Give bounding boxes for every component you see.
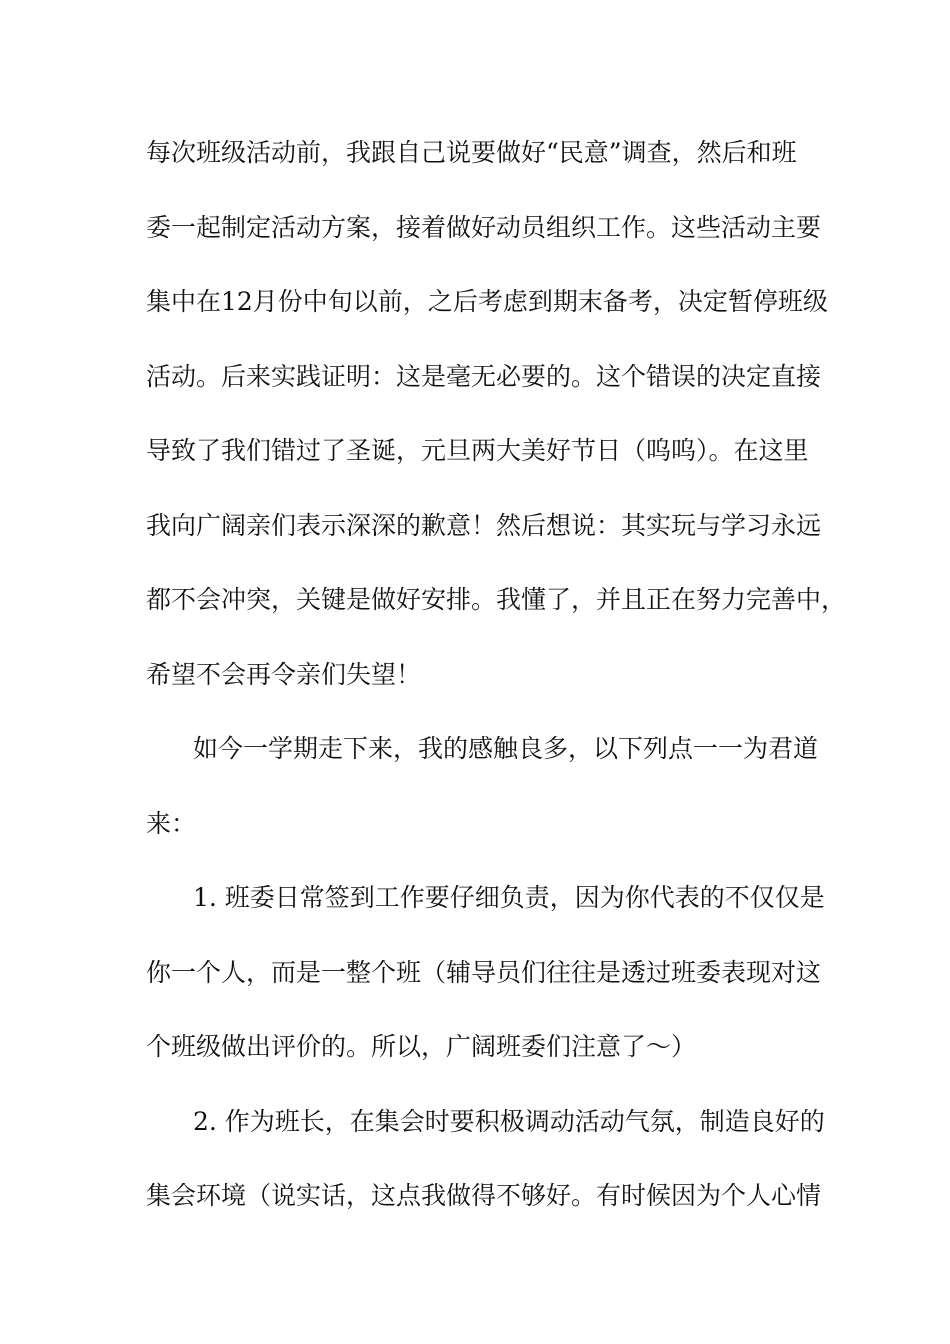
text-line: 活动。后来实践证明：这是毫无必要的。这个错误的决定直接 bbox=[146, 362, 822, 391]
text-line: 你一个人，而是一整个班（辅导员们往往是透过班委表现对这 bbox=[146, 958, 822, 987]
list-item-2: 2. 作为班长，在集会时要积极调动活动气氛，制造良好的 bbox=[193, 1107, 825, 1136]
text-line: 我向广阔亲们表示深深的歉意！然后想说：其实玩与学习永远 bbox=[146, 511, 822, 540]
text-line: 集会环境（说实话，这点我做得不够好。有时候因为个人心情 bbox=[146, 1181, 822, 1210]
text-line: 每次班级活动前，我跟自己说要做好“民意”调查，然后和班 bbox=[146, 138, 797, 167]
text-line: 导致了我们错过了圣诞，元旦两大美好节日（呜呜）。在这里 bbox=[146, 436, 809, 465]
text-line: 如今一学期走下来，我的感触良多，以下列点一一为君道 bbox=[193, 734, 819, 763]
text-line: 集中在12月份中旬以前，之后考虑到期末备考，决定暂停班级 bbox=[146, 287, 828, 316]
text-line: 希望不会再令亲们失望！ bbox=[146, 660, 422, 689]
text-line: 都不会冲突，关键是做好安排。我懂了，并且正在努力完善中， bbox=[146, 585, 847, 614]
list-item-1: 1. 班委日常签到工作要仔细负责，因为你代表的不仅仅是 bbox=[193, 883, 825, 912]
text-line: 委一起制定活动方案，接着做好动员组织工作。这些活动主要 bbox=[146, 213, 822, 242]
text-line: 个班级做出评价的。所以，广阔班委们注意了～） bbox=[146, 1032, 697, 1061]
text-line: 来： bbox=[146, 809, 197, 838]
